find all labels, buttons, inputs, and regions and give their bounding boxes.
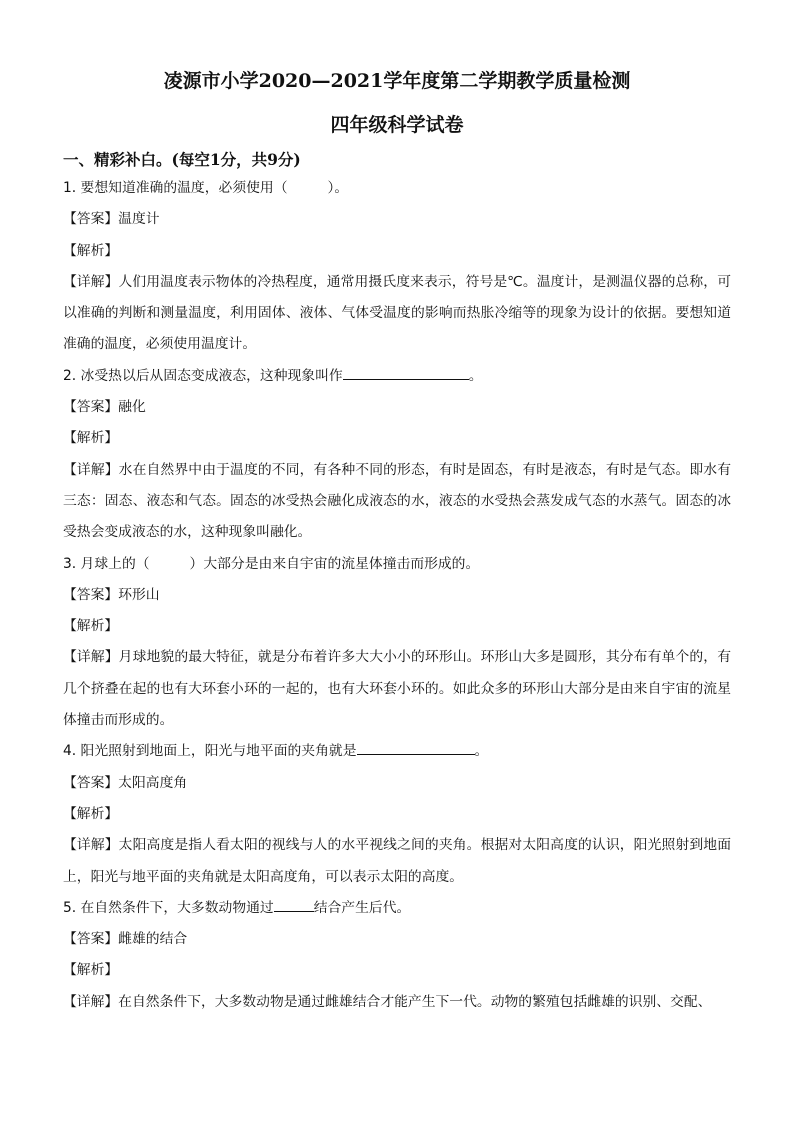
- detail-4: 【详解】太阳高度是指人看太阳的视线与人的水平视线之间的夹角。根据对太阳高度的认识，阳光照射到地面上，阳光与地平面的夹角就是太阳高度角，可以表示太阳的高度。: [63, 837, 731, 885]
- question-3-text-after: ）大部分是由来自宇宙的流星体撞击而形成的。: [189, 555, 480, 572]
- analysis-3: 【解析】: [63, 618, 119, 635]
- detail-5: 【详解】在自然条件下，大多数动物是通过雌雄结合才能产生下一代。动物的繁殖包括雌雄的识别、交配、: [63, 993, 712, 1010]
- question-4-blank: [357, 740, 475, 755]
- question-4-text-before: 4. 阳光照射到地面上，阳光与地平面的夹角就是: [63, 743, 357, 760]
- analysis-1: 【解析】: [63, 242, 119, 259]
- analysis-2: 【解析】: [63, 430, 119, 447]
- question-3-text-before: 3. 月球上的（: [63, 555, 150, 572]
- question-4-text-after: 。: [474, 743, 489, 760]
- question-5-text-before: 5. 在自然条件下，大多数动物通过: [63, 899, 274, 916]
- section-heading: 一、精彩补白。(每空1分，共9分): [63, 150, 301, 169]
- question-5-text-after: 结合产生后代。: [313, 899, 411, 916]
- detail-2: 【详解】水在自然界中由于温度的不同，有各种不同的形态，有时是固态，有时是液态，有时是气态。即水有三态：固态、液态和气态。固态的冰受热会融化成液态的水，液态的水受热会蒸发成气态的水蒸气。固态的冰受热会变成液态的水，这种现象叫融化。: [63, 461, 731, 541]
- question-2: [63, 361, 731, 392]
- question-2-blank: [343, 365, 469, 380]
- analysis-4: 【解析】: [63, 805, 119, 822]
- question-2-text-after: 。: [468, 367, 483, 384]
- question-1-text-after: ）。: [327, 180, 349, 196]
- question-2-text-before: 2. 冰受热以后从固态变成液态，这种现象叫作: [63, 367, 343, 384]
- detail-3: 【详解】月球地貌的最大特征，就是分布着许多大大小小的环形山。环形山大多是圆形，其分布有单个的，有几个挤叠在起的也有大环套小环的一起的，也有大环套小环的。如此众多的环形山大部分是由来自宇宙的流星体撞击而形成的。: [63, 649, 731, 729]
- document-page: [63, 68, 731, 1018]
- analysis-5: 【解析】: [63, 962, 119, 979]
- answer-5: 【答案】雌雄的结合: [63, 931, 188, 948]
- answer-1: 【答案】温度计: [63, 211, 160, 228]
- exam-subtitle: 四年级科学试卷: [330, 114, 464, 136]
- question-3: [63, 549, 731, 580]
- question-1-text-before: 1. 要想知道准确的温度，必须使用（: [63, 180, 288, 196]
- question-1: [63, 173, 731, 204]
- answer-4: 【答案】太阳高度角: [63, 774, 188, 791]
- exam-title: 凌源市小学2020—2021学年度第二学期教学质量检测: [163, 70, 631, 92]
- question-5-blank: [274, 897, 314, 912]
- question-5: [63, 893, 731, 924]
- answer-3: 【答案】环形山: [63, 586, 160, 603]
- answer-2: 【答案】融化: [63, 399, 146, 416]
- detail-1: 【详解】人们用温度表示物体的冷热程度，通常用摄氏度来表示，符号是℃。温度计，是测温仪器的总称，可以准确的判断和测量温度，利用固体、液体、气体受温度的影响而热胀冷缩等的现象为设计的依据。要想知道准确的温度，必须使用温度计。: [63, 273, 731, 353]
- question-4: [63, 736, 731, 767]
